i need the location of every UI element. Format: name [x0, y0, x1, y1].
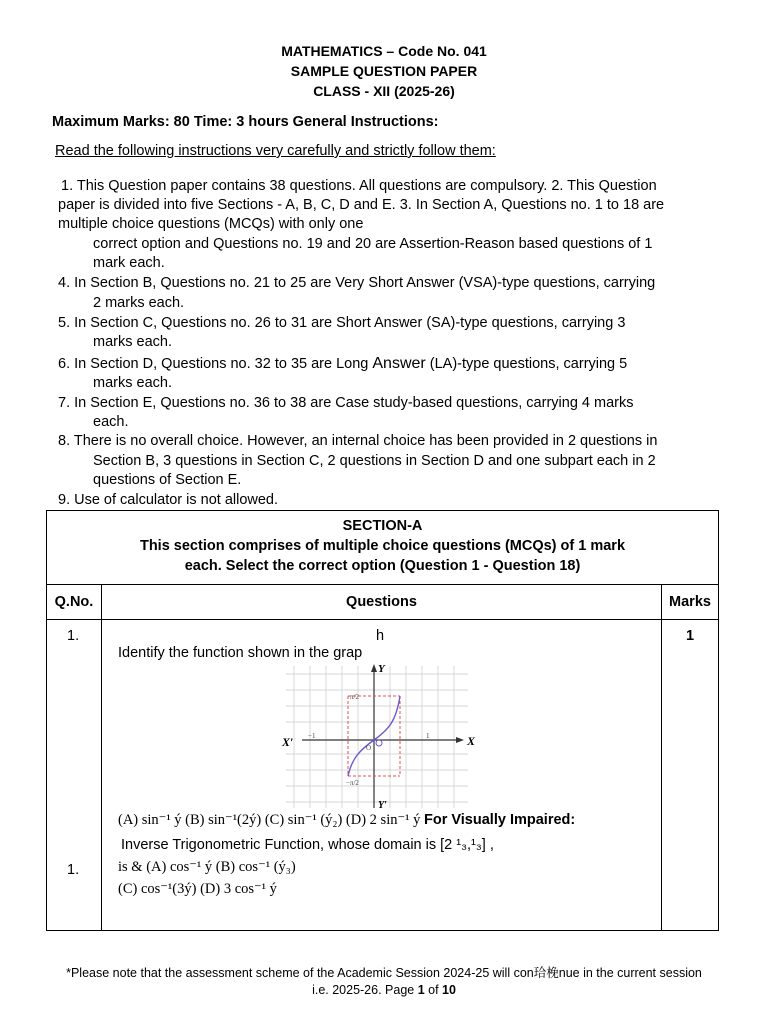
question-marks: 1	[685, 628, 695, 644]
column-header-qno: Q.No.	[47, 585, 102, 620]
inverse-sine-graph	[278, 662, 478, 810]
qno-cell	[47, 620, 102, 931]
question-cell	[102, 620, 662, 931]
instruction-line: marks each.	[93, 375, 172, 391]
x-axis-label: X	[467, 734, 476, 748]
instruction-text: Answer	[372, 355, 426, 372]
tick-one: 1	[426, 732, 430, 740]
mcq-options: (A) sin⁻¹ ý (B) sin⁻¹(2ý) (C) sin⁻¹ (ý₂) (D) 2 sin⁻¹ ý	[118, 812, 421, 828]
visually-impaired-label: For Visually Impaired:	[423, 812, 576, 828]
instruction-line: each.	[93, 414, 129, 430]
tick-neg-one: −1	[308, 732, 316, 740]
question-number-vi: 1.	[67, 862, 80, 878]
footer-note: *Please note that the assessment scheme of the Academic Session 2024-25 will con珨梚nue in the current session	[66, 966, 702, 980]
stray-character: h	[376, 628, 385, 644]
column-header-marks: Marks	[662, 585, 719, 620]
instruction-line: 8. There is no overall choice. However, an internal choice has been provided in 2 questions in	[58, 433, 658, 449]
section-a-table	[46, 510, 719, 931]
instruction-line: marks each.	[93, 334, 172, 350]
question-number: 1.	[67, 628, 80, 644]
section-description: This section comprises of multiple choice questions (MCQs) of 1 mark	[139, 538, 626, 554]
vi-options-line: (C) cos⁻¹(3ý) (D) 3 cos⁻¹ ý	[118, 881, 277, 897]
instruction-text: (LA)-type questions, carrying 5	[425, 356, 628, 372]
instruction-text: 6. In Section D, Questions no. 32 to 35 are Long	[58, 356, 373, 372]
instruction-line: 4. In Section B, Questions no. 21 to 25 are Very Short Answer (VSA)-type questions, carrying	[58, 275, 656, 291]
marks-cell	[662, 620, 719, 931]
marks-time-line: Maximum Marks: 80 Time: 3 hours General Instructions:	[52, 114, 439, 130]
options-line	[118, 812, 575, 829]
tick-neg-pi-half: −π/2	[346, 779, 359, 787]
vi-question-line: Inverse Trigonometric Function, whose domain is [2 ¹₃,¹₃] ,	[121, 837, 494, 853]
read-instructions-line: Read the following instructions very carefully and strictly follow them:	[55, 143, 496, 159]
y-arrow-icon	[371, 664, 377, 672]
instruction-line: Section B, 3 questions in Section C, 2 questions in Section D and one subpart each in 2	[93, 453, 656, 469]
column-header-questions: Questions	[102, 585, 662, 620]
instruction-line: correct option and Questions no. 19 and 20 are Assertion-Reason based questions of 1	[93, 236, 653, 252]
instruction-line: 9. Use of calculator is not allowed.	[58, 492, 279, 508]
instruction-line: 5. In Section C, Questions no. 26 to 31 are Short Answer (SA)-type questions, carrying 3	[58, 315, 626, 331]
page-total: 10	[442, 983, 456, 997]
origin-label: O	[366, 744, 372, 752]
paper-title: MATHEMATICS – Code No. 041	[281, 43, 487, 59]
x-arrow-icon	[456, 737, 464, 743]
paper-subtitle: SAMPLE QUESTION PAPER	[290, 63, 478, 79]
y-prime-label: Y′	[378, 800, 387, 810]
question-prompt: Identify the function shown in the grap	[118, 645, 363, 661]
instruction-line: 2 marks each.	[93, 295, 185, 311]
instruction-line: questions of Section E.	[93, 472, 242, 488]
page-text: i.e. 2025-26. Page	[312, 983, 418, 997]
instruction-line: paper is divided into five Sections - A, B, C, D and E. 3. In Section A, Questions no. 1 to 18 are	[58, 197, 665, 213]
instruction-line: 1. This Question paper contains 38 questions. All questions are compulsory. 2. This Question	[61, 178, 657, 194]
origin-marker-icon	[376, 740, 382, 746]
page-indicator	[0, 982, 768, 999]
section-description: each. Select the correct option (Question 1 - Question 18)	[184, 558, 581, 574]
x-prime-label: X′	[282, 735, 294, 749]
instruction-line: 7. In Section E, Questions no. 36 to 38 are Case study-based questions, carrying 4 marks	[58, 395, 634, 411]
tick-pi-half: π/2	[350, 693, 359, 701]
instruction-line: mark each.	[93, 255, 165, 271]
class-line: CLASS - XII (2025-26)	[313, 83, 455, 99]
section-a-header	[47, 511, 719, 585]
vi-options-line: is & (A) cos⁻¹ ý (B) cos⁻¹ (ý₃)	[118, 859, 296, 875]
instruction-line	[58, 354, 627, 375]
page-number: 1	[417, 983, 425, 997]
section-title: SECTION-A	[342, 518, 423, 534]
instruction-line: multiple choice questions (MCQs) with only one	[58, 216, 364, 232]
page-text: of	[424, 983, 443, 997]
y-axis-label: Y	[378, 663, 385, 675]
